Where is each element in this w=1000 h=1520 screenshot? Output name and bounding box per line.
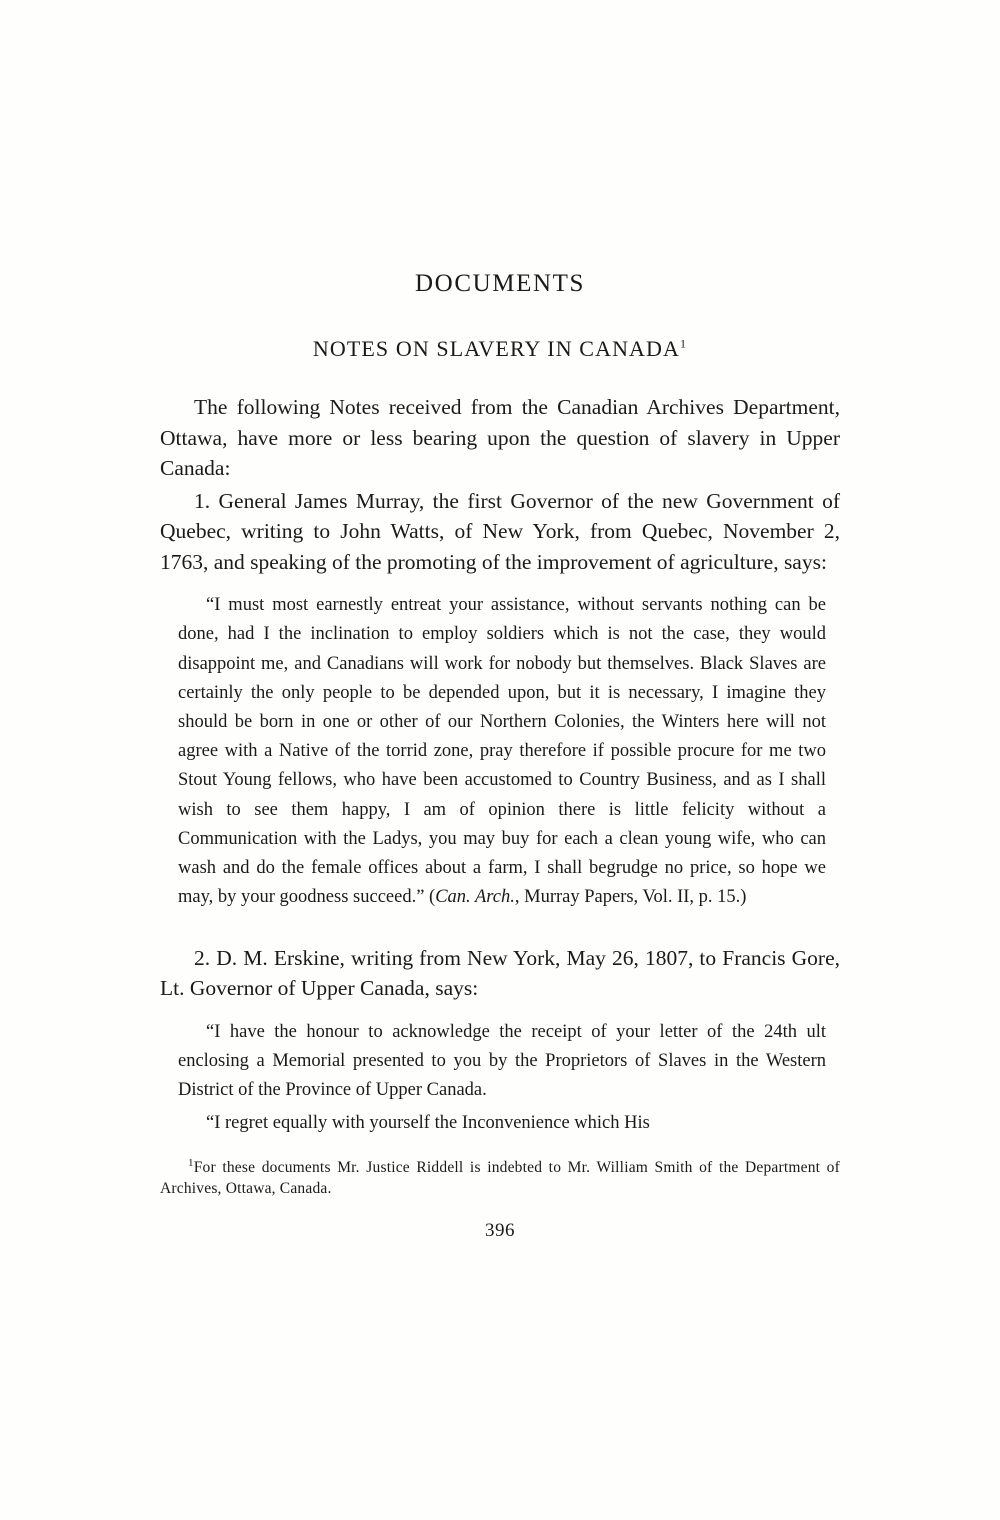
article-title	[160, 336, 840, 362]
footnote	[160, 1156, 840, 1200]
citation-source: Can. Arch.	[435, 887, 515, 908]
paragraph-item-1: 1. General James Murray, the first Governor of the new Government of Quebec, writing to John Watts, of New York, from Quebec, November 2, 1763, and speaking of the promoting of the improvement of agriculture, says:	[160, 488, 840, 574]
blockquote-murray	[178, 591, 826, 912]
blockquote-erskine-second: “I regret equally with yourself the Inconvenience which His	[206, 1113, 650, 1134]
page-content	[160, 270, 840, 1242]
page-number: 396	[485, 1220, 515, 1242]
article-title-text: NOTES ON SLAVERY IN CANADA	[312, 336, 681, 361]
article-title-footnote-marker: 1	[680, 336, 688, 351]
footnote-marker: 1	[188, 1157, 194, 1170]
paragraph-intro: The following Notes received from the Canadian Archives Department, Ottawa, have more or less bearing upon the question of slavery in Upper Canada:	[160, 395, 840, 481]
blockquote-murray-text: “I must most earnestly entreat your assistance, without servants nothing can be done, had I the inclination to employ soldiers which is not the case, they would disappoint me, and Canadians will work for nobody but themselves. Black Slaves are certainly the only people to be depended upon, but it is necessary, I imagine they should be born in one or other of our Northern Colonies, the Winters here will not agree with a Native of the torrid zone, pray therefore if possible procure for me two Stout Young fellows, who have been accustomed to Country Business, and as I shall wish to see them happy, I am of opinion there is little felicity without a Communication with the Ladys, you may buy for each a clean young wife, who can wash and do the female offices about a farm, I shall begrudge no price, so hope we may, by your goodness succeed.” (	[178, 595, 826, 908]
blockquote-erskine-first: “I have the honour to acknowledge the receipt of your letter of the 24th ult enclosing a Memorial presented to you by the Proprietors of Slaves in the Western District of the Province of Upper Canada.	[178, 1021, 826, 1100]
paragraph-item-2: 2. D. M. Erskine, writing from New York, May 26, 1807, to Francis Gore, Lt. Governor of Upper Canada, says:	[160, 945, 840, 1001]
section-heading: DOCUMENTS	[415, 270, 585, 297]
footnote-text: For these documents Mr. Justice Riddell is indebted to Mr. William Smith of the Department of Archives, Ottawa, Canada.	[160, 1159, 840, 1198]
citation-detail: , Murray Papers, Vol. II, p. 15.)	[514, 887, 747, 908]
